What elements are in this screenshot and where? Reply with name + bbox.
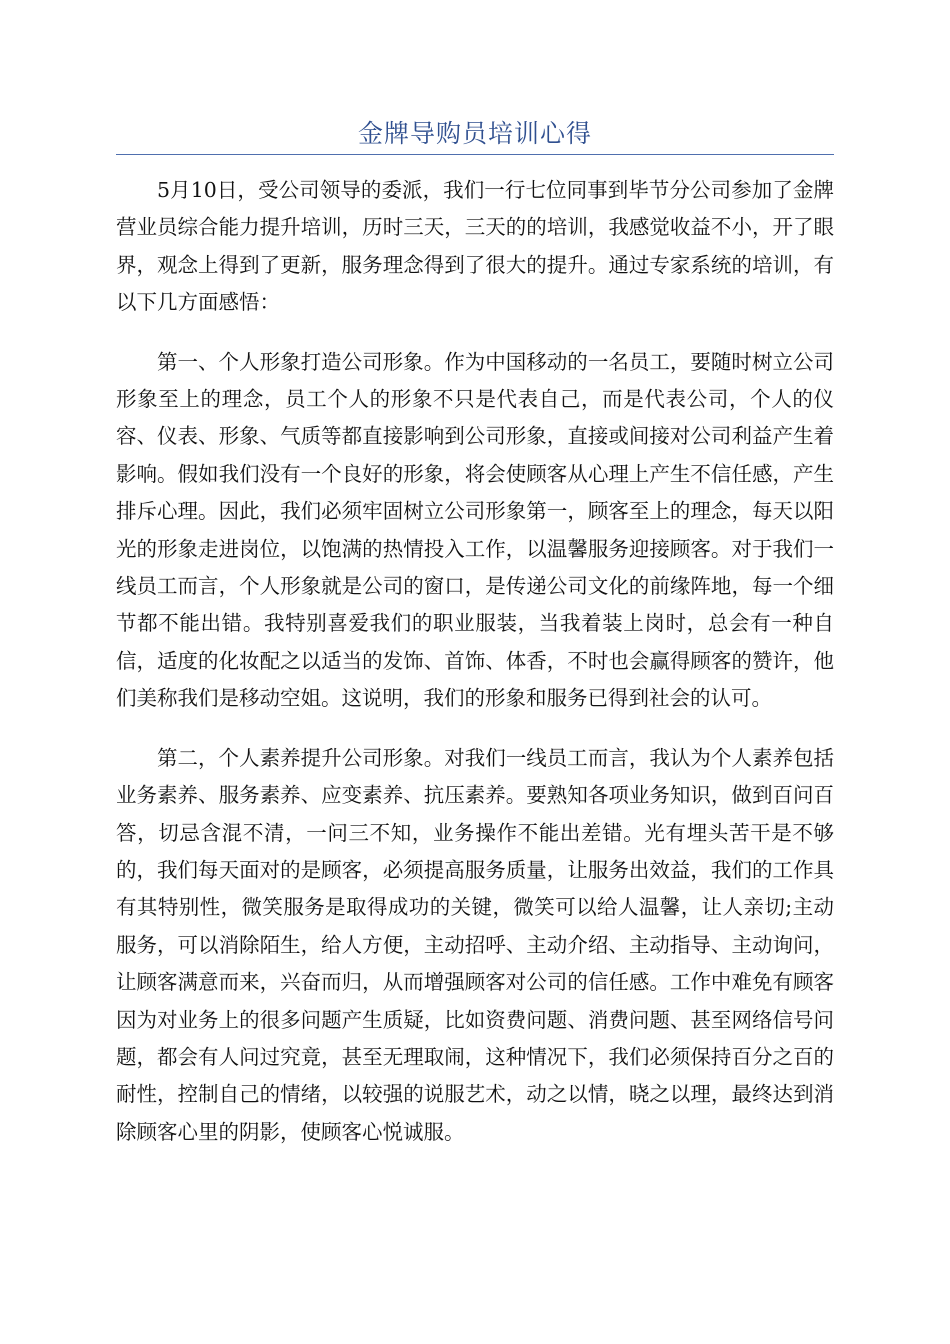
title-underline: [116, 154, 834, 155]
document-title: 金牌导购员培训心得: [357, 119, 592, 148]
paragraph-2: 第一、个人形象打造公司形象。作为中国移动的一名员工，要随时树立公司形象至上的理念，员工个人的形象不只是代表自己，而是代表公司，个人的仪容、仪表、形象、气质等都直接影响到公司形象，直接或间接对公司利益产生着影响。假如我们没有一个良好的形象，将会使顾客从心理上产生不信任感，产生排斥心理。因此，我们必须牢固树立公司形象第一，顾客至上的理念，每天以阳光的形象走进岗位，以饱满的热情投入工作，以温馨服务迎接顾客。对于我们一线员工而言，个人形象就是公司的窗口，是传递公司文化的前缘阵地，每一个细节都不能出错。我特别喜爱我们的职业服装，当我着装上岗时，总会有一种自信，适度的化妆配之以适当的发饰、首饰、体香，不时也会赢得顾客的赞许，他们美称我们是移动空姐。这说明，我们的形象和服务已得到社会的认可。: [116, 349, 834, 711]
document-body: [116, 172, 834, 1151]
paragraph-3: 第二，个人素养提升公司形象。对我们一线员工而言，我认为个人素养包括业务素养、服务素养、应变素养、抗压素养。要熟知各项业务知识，做到百问百答，切忌含混不清，一问三不知，业务操作不能出差错。光有埋头苦干是不够的，我们每天面对的是顾客，必须提高服务质量，让服务出效益，我们的工作具有其特别性，微笑服务是取得成功的关键，微笑可以给人温馨，让人亲切;主动服务，可以消除陌生，给人方便，主动招呼、主动介绍、主动指导、主动询问，让顾客满意而来，兴奋而归，从而增强顾客对公司的信任感。工作中难免有顾客因为对业务上的很多问题产生质疑，比如资费问题、消费问题、甚至网络信号问题，都会有人问过究竟，甚至无理取闹，这种情况下，我们必须保持百分之百的耐性，控制自己的情绪，以较强的说服艺术，动之以情，晓之以理，最终达到消除顾客心里的阴影，使顾客心悦诚服。: [116, 745, 834, 1144]
paragraph-1: 5月10日，受公司领导的委派，我们一行七位同事到毕节分公司参加了金牌营业员综合能力提升培训，历时三天，三天的的培训，我感觉收益不小，开了眼界，观念上得到了更新，服务理念得到了很大的提升。通过专家系统的培训，有以下几方面感悟：: [116, 178, 834, 315]
